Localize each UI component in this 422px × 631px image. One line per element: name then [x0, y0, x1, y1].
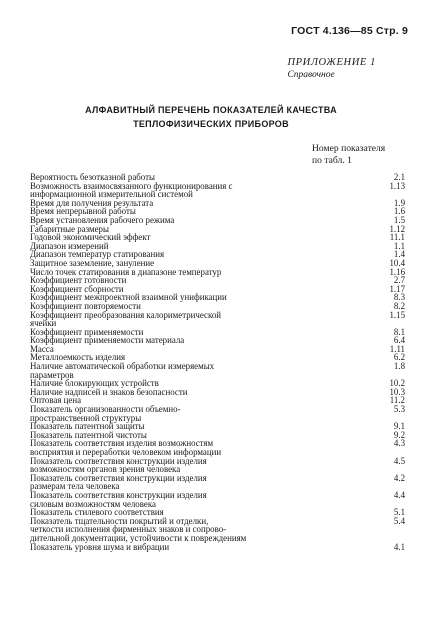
- index-row-text: Габаритные размеры: [30, 223, 109, 234]
- index-row-number: 4.3: [393, 438, 405, 449]
- index-row-text: Показатель соответствия изделия возможностям: [30, 438, 214, 449]
- index-row-text: Показатель соответствия конструкции изделия: [30, 489, 207, 500]
- index-row-text: Возможность взаимосвязанного функционирования с: [30, 180, 233, 191]
- column-header: [312, 143, 385, 167]
- index-row-text: информационной измерительной системой: [30, 189, 193, 200]
- column-header-line-1: Номер показателя: [312, 143, 386, 154]
- index-row: [30, 543, 405, 552]
- index-row-text: Масса: [30, 343, 54, 354]
- index-row-text: Наличие блокирующих устройств: [30, 378, 159, 389]
- index-row-number: 1.17: [389, 283, 405, 294]
- index-row-number: 1.11: [389, 343, 405, 354]
- index-row-text: восприятия и переработки человеком информации: [30, 447, 222, 457]
- index-row-number: 11.1: [389, 232, 405, 243]
- index-row-text: возможностям органов зрения человека: [30, 464, 181, 475]
- index-row-number: 1.4: [393, 249, 405, 260]
- index-row-number: 9.2: [393, 429, 405, 440]
- index-row-text: Годовой экономический эффект: [30, 232, 151, 243]
- index-row-number: 6.4: [393, 335, 405, 346]
- document-title: [0, 103, 422, 131]
- appendix-subtitle: Справочное: [287, 70, 335, 80]
- page-header-reference: ГОСТ 4.136—85 Стр. 9: [291, 25, 408, 37]
- index-row-text: Показатель соответствия конструкции изделия: [30, 472, 207, 483]
- index-row-number: 1.12: [389, 223, 405, 234]
- index-row-text: Диапазон измерений: [30, 240, 109, 251]
- index-row-number: 5.1: [393, 507, 405, 518]
- index-row-text: Коэффициент сборности: [30, 283, 124, 294]
- index-row: [30, 362, 405, 371]
- index-row-number: 1.16: [389, 266, 405, 277]
- index-row-number: 8.3: [393, 292, 405, 303]
- index-row-text: ячейки: [30, 318, 57, 329]
- index-row-text: Диапазон температур статирования: [30, 249, 165, 260]
- index-row-text: Время непрерывной работы: [30, 206, 136, 217]
- index-row-text: Показатель уровня шума и вибрации: [30, 541, 170, 552]
- index-row-number: 10.2: [389, 378, 405, 389]
- index-row-number: 4.2: [393, 472, 405, 483]
- index-row-number: 2.1: [393, 172, 405, 182]
- index-row-number: 1.6: [393, 206, 405, 217]
- index-row-number: 1.15: [389, 309, 405, 320]
- index-row-number: 4.5: [393, 455, 405, 466]
- index-row-number: 11.2: [389, 395, 405, 406]
- index-row-text: Коэффициент преобразования калориметрической: [30, 309, 222, 320]
- index-row-text: Коэффициент применяемости материала: [30, 335, 185, 346]
- index-row-number: 10.4: [389, 257, 405, 268]
- index-row-text: Показатель тщательности покрытий и отделки,: [30, 515, 209, 526]
- index-row: [30, 336, 405, 345]
- appendix-title: ПРИЛОЖЕНИЕ 1: [287, 57, 376, 68]
- index-row-text: Показатель организованности объемно-: [30, 404, 181, 415]
- index-row-number: 1.9: [393, 197, 405, 208]
- index-row-text: параметров: [30, 369, 74, 380]
- index-row-text: пространственной структуры: [30, 412, 142, 423]
- index-row-text: Показатель патентной защиты: [30, 421, 145, 432]
- index-row-number: 8.1: [393, 326, 405, 337]
- index-row-number: 4.4: [393, 489, 405, 500]
- index-row-text: четкости исполнения фирменных знаков и сопрово-: [30, 524, 227, 535]
- index-row-text: Наличие надписей и знаков безопасности: [30, 386, 188, 397]
- index-row-number: 8.2: [393, 300, 405, 311]
- index-row-text: Показатель патентной чистоты: [30, 429, 147, 440]
- index-row-text: Металлоемкость изделия: [30, 352, 126, 363]
- index-row-number: 1.13: [389, 180, 405, 191]
- index-row-number: 1.1: [393, 240, 405, 251]
- column-header-line-2: по табл. 1: [312, 155, 352, 166]
- index-row-text: Вероятность безотказной работы: [30, 172, 155, 182]
- index-row-number: 6.2: [393, 352, 405, 363]
- index-row-text: Коэффициент межпроектной взаимной унификации: [30, 292, 227, 303]
- index-row-number: 1.8: [393, 361, 405, 372]
- index-row-number: 5.3: [393, 404, 405, 415]
- index-list: [30, 173, 405, 551]
- index-row-text: Коэффициент готовности: [30, 275, 127, 286]
- index-row-text: силовым возможностям человека: [30, 498, 156, 509]
- document-title-line-2: ТЕПЛОФИЗИЧЕСКИХ ПРИБОРОВ: [133, 119, 289, 129]
- index-row-text: Время установления рабочего режима: [30, 214, 175, 225]
- index-row-text: дительной документации, устойчивости к повреждениям: [30, 532, 247, 543]
- index-row-number: 10.3: [389, 386, 405, 397]
- index-row-number: 9.1: [393, 421, 405, 432]
- index-row-number: 1.5: [393, 214, 405, 225]
- document-title-line-1: АЛФАВИТНЫЙ ПЕРЕЧЕНЬ ПОКАЗАТЕЛЕЙ КАЧЕСТВА: [85, 105, 337, 115]
- index-row-number: 4.1: [393, 541, 405, 552]
- index-row-text: Наличие автоматической обработки измеряемых: [30, 361, 215, 372]
- index-row-text: Показатель стилевого соответствия: [30, 507, 164, 518]
- index-row-text: Число точек статирования в диапазоне температур: [30, 266, 222, 277]
- index-row-text: Показатель соответствия конструкции изделия: [30, 455, 207, 466]
- index-row-number: 5.4: [393, 515, 405, 526]
- index-row: [30, 311, 405, 320]
- index-row-text: Коэффициент повторяемости: [30, 300, 141, 311]
- index-row: [30, 388, 405, 397]
- appendix-label: [287, 57, 376, 80]
- index-row-text: размерам тела человека: [30, 481, 120, 492]
- index-row-text: Защитное заземление, зануление: [30, 257, 155, 268]
- index-row-text: Коэффициент применяемости: [30, 326, 144, 337]
- index-row-text: Время для получения результата: [30, 197, 154, 208]
- index-row-text: Оптовая цена: [30, 395, 82, 406]
- index-row-number: 2.7: [393, 275, 405, 286]
